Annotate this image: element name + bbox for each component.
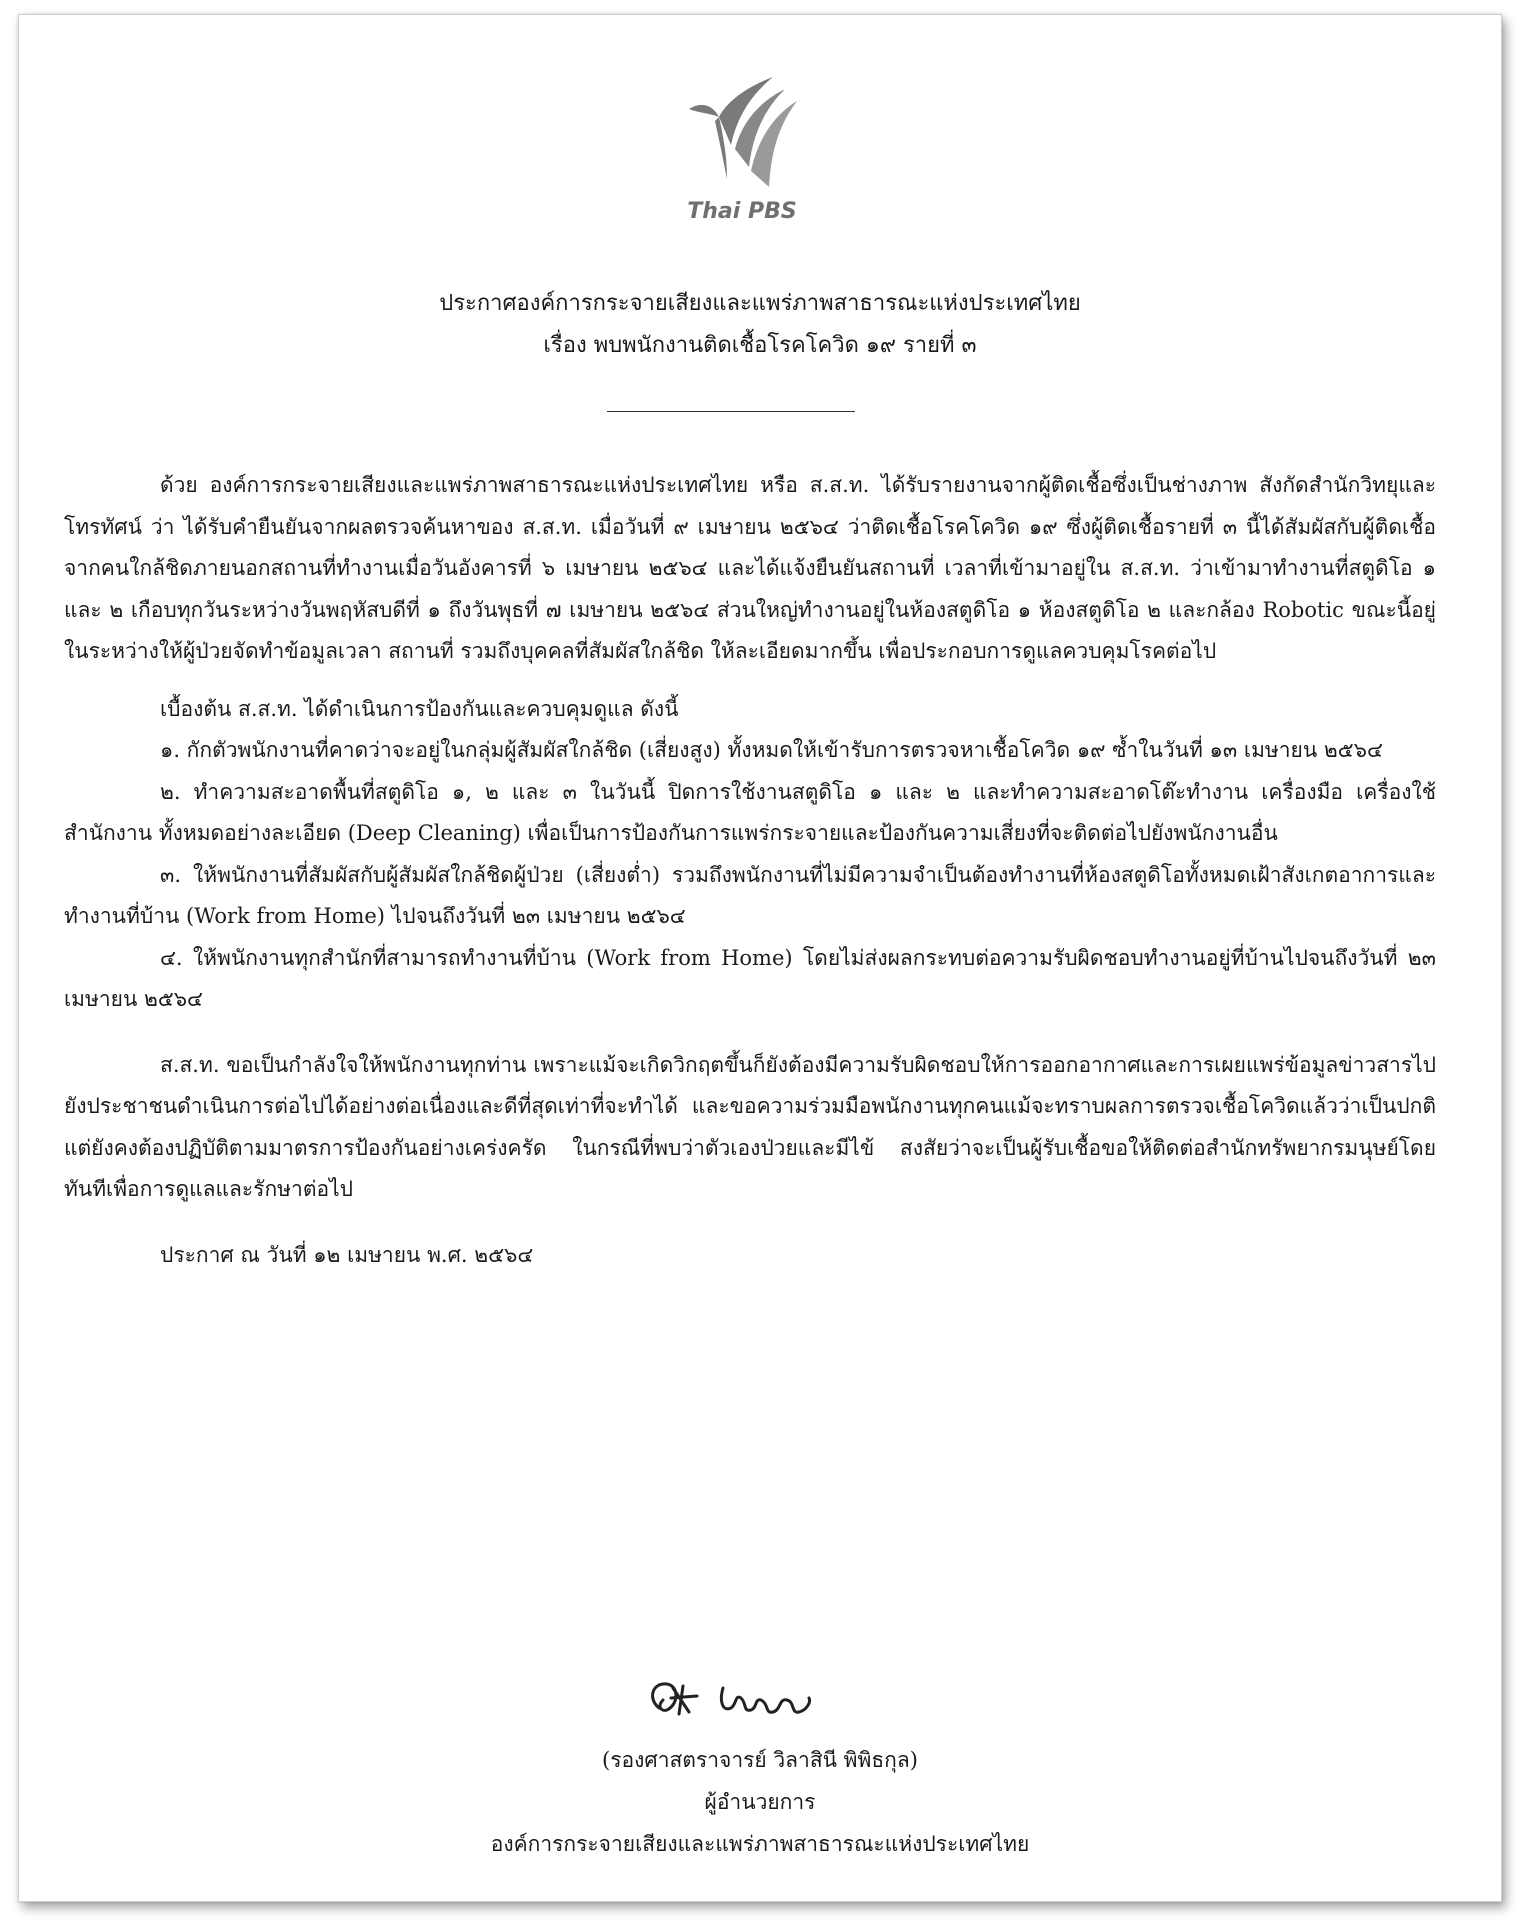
header-divider [607,411,855,412]
document-page [18,14,1502,1902]
closing-paragraph: ส.ส.ท. ขอเป็นกำลังใจให้พนักงานทุกท่าน เพราะแม้จะเกิดวิกฤตขึ้นก็ยังต้องมีความรับผิดชอบให้การออกอากาศและการเผยแพร่ข้อมูลข่าวสารไปยังประชาชนดำเนินการต่อไปได้อย่างต่อเนื่องและดีที่สุดเท่าที่จะทำได้ และขอความร่วมมือพนักงานทุกคนแม้จะทราบผลการตรวจเชื้อโควิดแล้วว่าเป็นปกติ แต่ยังคงต้องปฏิบัติตามมาตรการป้องกันอย่างเคร่งครัด ในกรณีที่พบว่าตัวเองป่วยและมีไข้ สงสัยว่าจะเป็นผู้รับเชื้อขอให้ติดต่อสำนักทรัพยากรมนุษย์โดยทันทีเพื่อการดูแลและรักษาต่อไป [64,1052,1436,1201]
measures-intro: เบื้องต้น ส.ส.ท. ได้ดำเนินการป้องกันและควบคุมดูแล ดังนี้ [160,696,679,721]
logo-wordmark: Thai PBS [687,199,797,224]
date-line: ประกาศ ณ วันที่ ๑๒ เมษายน พ.ศ. ๒๕๖๔ [160,1242,534,1267]
thai-pbs-bird-icon [679,75,805,195]
signatory-position: ผู้อำนวยการ [704,1790,816,1814]
signatory-block [19,1739,1501,1865]
intro-paragraph: ด้วย องค์การกระจายเสียงและแพร่ภาพสาธารณะแห่งประเทศไทย หรือ ส.ส.ท. ได้รับรายงานจากผู้ติดเชื้อซึ่งเป็นช่างภาพ สังกัดสำนักวิทยุและโทรทัศน์ ว่า ได้รับคำยืนยันจากผลตรวจค้นหาของ ส.ส.ท. เมื่อวันที่ ๙ เมษายน ๒๕๖๔ ว่าติดเชื้อโรคโควิด ๑๙ ซึ่งผู้ติดเชื้อรายที่ ๓ นี้ได้สัมผัสกับผู้ติดเชื้อจากคนใกล้ชิดภายนอกสถานที่ทำงานเมื่อวันอังคารที่ ๖ เมษายน ๒๕๖๔ และได้แจ้งยืนยันสถานที่ เวลาที่เข้ามาอยู่ใน ส.ส.ท. ว่าเข้ามาทำงานที่สตูดิโอ ๑ และ ๒ เกือบทุกวันระหว่างวันพฤหัสบดีที่ ๑ ถึงวันพุธที่ ๗ เมษายน ๒๕๖๔ ส่วนใหญ่ทำงานอยู่ในห้องสตูดิโอ ๑ ห้องสตูดิโอ ๒ และกล้อง Robotic ขณะนี้อยู่ในระหว่างให้ผู้ป่วยจัดทำข้อมูลเวลา สถานที่ รวมถึงบุคคลที่สัมผัสใกล้ชิด ให้ละเอียดมากขึ้น เพื่อประกอบการดูแลควบคุมโรคต่อไป [64,473,1436,663]
measure-item-3: ๓. ให้พนักงานที่สัมผัสกับผู้สัมผัสใกล้ชิดผู้ป่วย (เสี่ยงต่ำ) รวมถึงพนักงานที่ไม่มีความจำเป็นต้องทำงานที่ห้องสตูดิโอทั้งหมดเฝ้าสังเกตอาการและทำงานที่บ้าน (Work from Home) ไปจนถึงวันที่ ๒๓ เมษายน ๒๕๖๔ [64,862,1436,928]
subject-line: เรื่อง พบพนักงานติดเชื้อโรคโควิด ๑๙ รายที่ ๓ [543,333,977,358]
measure-item-2: ๒. ทำความสะอาดพื้นที่สตูดิโอ ๑, ๒ และ ๓ ในวันนี้ ปิดการใช้งานสตูดิโอ ๑ และ ๒ และทำความสะอาดโต๊ะทำงาน เครื่องมือ เครื่องใช้สำนักงาน ทั้งหมดอย่างละเอียด (Deep Cleaning) เพื่อเป็นการป้องกันการแพร่กระจายและป้องกันความเสี่ยงที่จะติดต่อไปยังพนักงานอื่น [64,779,1436,845]
signatory-organization: องค์การกระจายเสียงและแพร่ภาพสาธารณะแห่งประเทศไทย [490,1832,1030,1856]
measure-item-4: ๔. ให้พนักงานทุกสำนักที่สามารถทำงานที่บ้าน (Work from Home) โดยไม่ส่งผลกระทบต่อความรับผิดชอบทำงานอยู่ที่บ้านไปจนถึงวันที่ ๒๓ เมษายน ๒๕๖๔ [64,945,1436,1011]
signatory-name: (รองศาสตราจารย์ วิลาสินี พิพิธกุล) [602,1748,918,1772]
handwritten-signature [639,1668,839,1728]
announcement-header [19,283,1501,367]
measure-item-1: ๑. กักตัวพนักงานที่คาดว่าจะอยู่ในกลุ่มผู้สัมผัสใกล้ชิด (เสี่ยงสูง) ทั้งหมดให้เข้ารับการตรวจหาเชื้อโควิด ๑๙ ซ้ำในวันที่ ๑๓ เมษายน ๒๕๖๔ [160,738,1383,762]
thai-pbs-logo [679,75,839,235]
org-title: ประกาศองค์การกระจายเสียงและแพร่ภาพสาธารณะแห่งประเทศไทย [439,291,1081,316]
announcement-body [64,465,1436,1276]
